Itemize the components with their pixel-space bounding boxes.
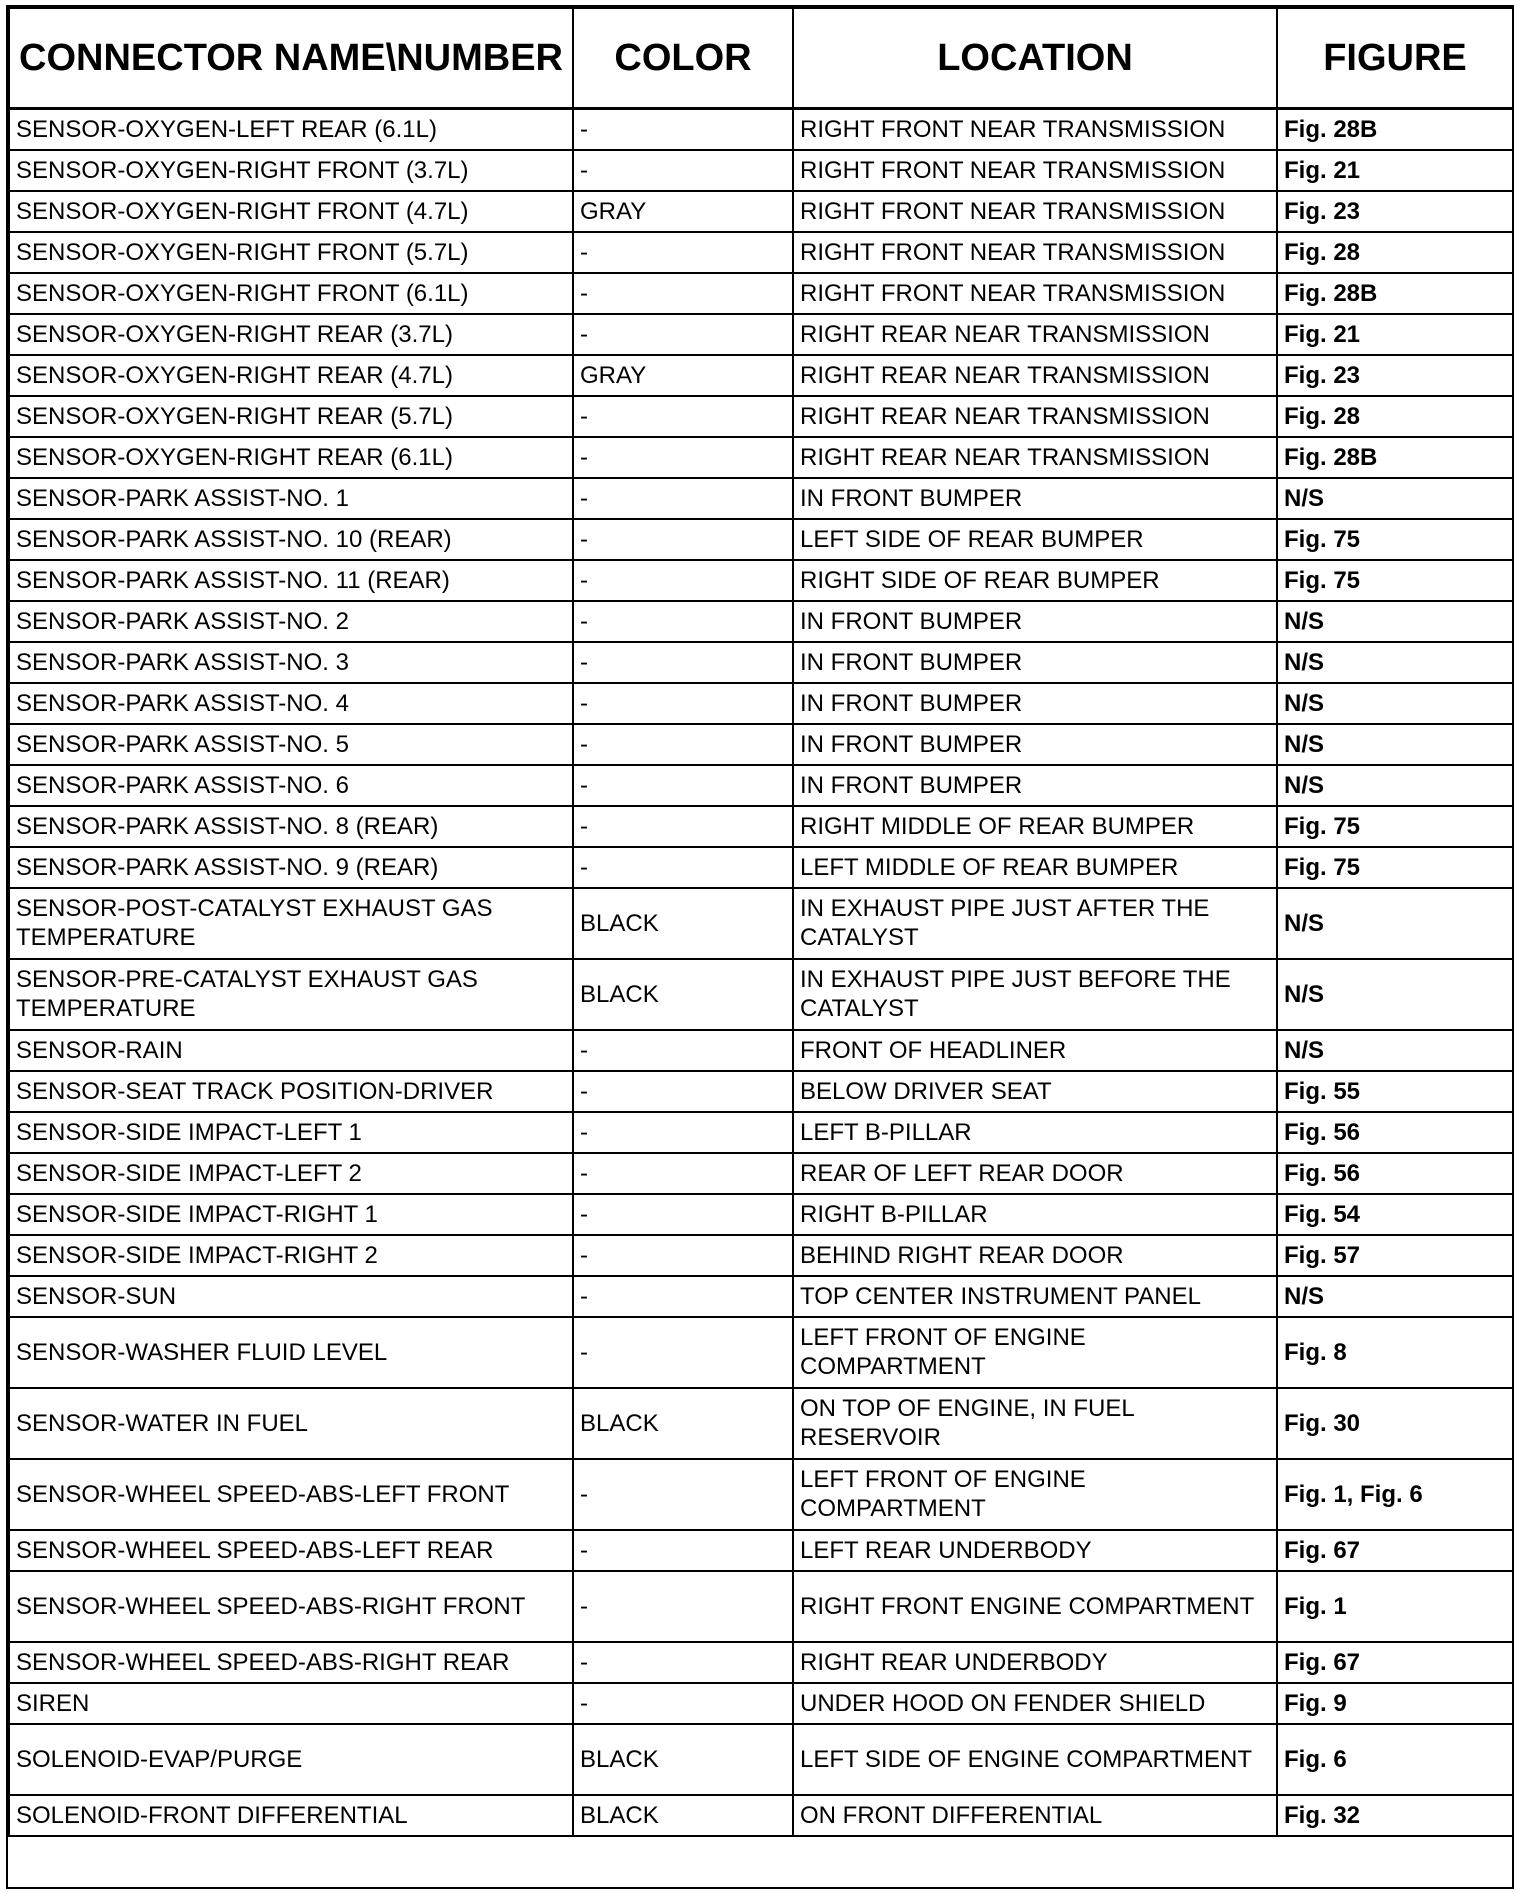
header-location: LOCATION [793, 8, 1277, 109]
table-row [9, 1724, 1513, 1795]
cell-figure: Fig. 28 [1277, 232, 1513, 273]
table-row [9, 683, 1513, 724]
cell-connector-name: SENSOR-PARK ASSIST-NO. 6 [9, 765, 573, 806]
table-row [9, 519, 1513, 560]
cell-figure: Fig. 30 [1277, 1388, 1513, 1459]
cell-location: RIGHT FRONT NEAR TRANSMISSION [793, 273, 1277, 314]
cell-color: BLACK [573, 1795, 793, 1836]
table-row [9, 1153, 1513, 1194]
cell-connector-name: SENSOR-PARK ASSIST-NO. 4 [9, 683, 573, 724]
cell-location: LEFT FRONT OF ENGINE COMPARTMENT [793, 1317, 1277, 1388]
cell-location: FRONT OF HEADLINER [793, 1030, 1277, 1071]
cell-figure: N/S [1277, 959, 1513, 1030]
cell-color: - [573, 560, 793, 601]
table-row [9, 1459, 1513, 1530]
cell-color: - [573, 437, 793, 478]
cell-location: RIGHT B-PILLAR [793, 1194, 1277, 1235]
cell-figure: Fig. 75 [1277, 806, 1513, 847]
cell-figure: Fig. 28B [1277, 273, 1513, 314]
cell-color: - [573, 1030, 793, 1071]
cell-connector-name: SENSOR-SUN [9, 1276, 573, 1317]
cell-location: RIGHT FRONT NEAR TRANSMISSION [793, 150, 1277, 191]
cell-location: RIGHT FRONT NEAR TRANSMISSION [793, 232, 1277, 273]
cell-connector-name: SENSOR-OXYGEN-RIGHT FRONT (3.7L) [9, 150, 573, 191]
table-row [9, 888, 1513, 959]
cell-color: - [573, 683, 793, 724]
cell-location: TOP CENTER INSTRUMENT PANEL [793, 1276, 1277, 1317]
table-row [9, 601, 1513, 642]
cell-figure: Fig. 75 [1277, 519, 1513, 560]
table-row [9, 847, 1513, 888]
table-row [9, 1530, 1513, 1571]
cell-figure: N/S [1277, 478, 1513, 519]
cell-color: - [573, 724, 793, 765]
cell-connector-name: SENSOR-OXYGEN-RIGHT REAR (4.7L) [9, 355, 573, 396]
cell-location: ON TOP OF ENGINE, IN FUEL RESERVOIR [793, 1388, 1277, 1459]
cell-location: LEFT REAR UNDERBODY [793, 1530, 1277, 1571]
cell-figure: N/S [1277, 1276, 1513, 1317]
cell-color: - [573, 1112, 793, 1153]
cell-location: IN EXHAUST PIPE JUST BEFORE THE CATALYST [793, 959, 1277, 1030]
cell-connector-name: SIREN [9, 1683, 573, 1724]
cell-location: IN EXHAUST PIPE JUST AFTER THE CATALYST [793, 888, 1277, 959]
cell-location: BEHIND RIGHT REAR DOOR [793, 1235, 1277, 1276]
table-row [9, 314, 1513, 355]
cell-figure: Fig. 6 [1277, 1724, 1513, 1795]
cell-location: IN FRONT BUMPER [793, 724, 1277, 765]
cell-location: RIGHT REAR NEAR TRANSMISSION [793, 355, 1277, 396]
table-row [9, 1388, 1513, 1459]
table-row [9, 1235, 1513, 1276]
cell-location: RIGHT FRONT ENGINE COMPARTMENT [793, 1571, 1277, 1642]
cell-connector-name: SENSOR-PARK ASSIST-NO. 8 (REAR) [9, 806, 573, 847]
cell-connector-name: SENSOR-PARK ASSIST-NO. 1 [9, 478, 573, 519]
cell-connector-name: SENSOR-WATER IN FUEL [9, 1388, 573, 1459]
table-row [9, 959, 1513, 1030]
cell-connector-name: SOLENOID-EVAP/PURGE [9, 1724, 573, 1795]
cell-connector-name: SENSOR-PARK ASSIST-NO. 9 (REAR) [9, 847, 573, 888]
cell-connector-name: SENSOR-PARK ASSIST-NO. 2 [9, 601, 573, 642]
cell-figure: Fig. 28B [1277, 437, 1513, 478]
cell-color: - [573, 478, 793, 519]
cell-connector-name: SENSOR-SIDE IMPACT-LEFT 2 [9, 1153, 573, 1194]
cell-figure: N/S [1277, 765, 1513, 806]
cell-figure: N/S [1277, 683, 1513, 724]
header-figure: FIGURE [1277, 8, 1513, 109]
header-connector-name: CONNECTOR NAME\NUMBER [9, 8, 573, 109]
cell-location: IN FRONT BUMPER [793, 683, 1277, 724]
cell-location: RIGHT REAR NEAR TRANSMISSION [793, 396, 1277, 437]
cell-location: ON FRONT DIFFERENTIAL [793, 1795, 1277, 1836]
cell-color: - [573, 1317, 793, 1388]
cell-figure: Fig. 1, Fig. 6 [1277, 1459, 1513, 1530]
cell-figure: Fig. 21 [1277, 314, 1513, 355]
cell-figure: Fig. 55 [1277, 1071, 1513, 1112]
cell-color: BLACK [573, 888, 793, 959]
table-row [9, 560, 1513, 601]
cell-figure: Fig. 1 [1277, 1571, 1513, 1642]
cell-location: LEFT FRONT OF ENGINE COMPARTMENT [793, 1459, 1277, 1530]
cell-connector-name: SENSOR-OXYGEN-RIGHT REAR (6.1L) [9, 437, 573, 478]
cell-figure: Fig. 57 [1277, 1235, 1513, 1276]
table-row [9, 1642, 1513, 1683]
cell-figure: Fig. 23 [1277, 191, 1513, 232]
cell-connector-name: SENSOR-PARK ASSIST-NO. 11 (REAR) [9, 560, 573, 601]
connector-location-table [8, 7, 1514, 1837]
cell-color: - [573, 847, 793, 888]
cell-connector-name: SENSOR-SEAT TRACK POSITION-DRIVER [9, 1071, 573, 1112]
cell-location: IN FRONT BUMPER [793, 601, 1277, 642]
cell-location: RIGHT REAR NEAR TRANSMISSION [793, 314, 1277, 355]
cell-figure: N/S [1277, 724, 1513, 765]
cell-color: - [573, 273, 793, 314]
cell-figure: Fig. 75 [1277, 847, 1513, 888]
cell-location: RIGHT MIDDLE OF REAR BUMPER [793, 806, 1277, 847]
cell-location: LEFT SIDE OF REAR BUMPER [793, 519, 1277, 560]
cell-connector-name: SENSOR-RAIN [9, 1030, 573, 1071]
cell-color: - [573, 150, 793, 191]
cell-connector-name: SOLENOID-FRONT DIFFERENTIAL [9, 1795, 573, 1836]
cell-connector-name: SENSOR-PARK ASSIST-NO. 10 (REAR) [9, 519, 573, 560]
cell-color: - [573, 1153, 793, 1194]
table-row [9, 1030, 1513, 1071]
cell-color: - [573, 1276, 793, 1317]
cell-connector-name: SENSOR-OXYGEN-RIGHT FRONT (4.7L) [9, 191, 573, 232]
cell-location: LEFT MIDDLE OF REAR BUMPER [793, 847, 1277, 888]
cell-color: - [573, 396, 793, 437]
cell-location: LEFT SIDE OF ENGINE COMPARTMENT [793, 1724, 1277, 1795]
cell-connector-name: SENSOR-SIDE IMPACT-LEFT 1 [9, 1112, 573, 1153]
table-row [9, 1112, 1513, 1153]
cell-connector-name: SENSOR-WASHER FLUID LEVEL [9, 1317, 573, 1388]
table-row [9, 396, 1513, 437]
cell-connector-name: SENSOR-SIDE IMPACT-RIGHT 1 [9, 1194, 573, 1235]
cell-color: GRAY [573, 191, 793, 232]
cell-connector-name: SENSOR-PARK ASSIST-NO. 3 [9, 642, 573, 683]
table-row [9, 806, 1513, 847]
cell-figure: Fig. 67 [1277, 1530, 1513, 1571]
cell-figure: N/S [1277, 888, 1513, 959]
cell-color: - [573, 1530, 793, 1571]
cell-figure: Fig. 21 [1277, 150, 1513, 191]
cell-color: BLACK [573, 1724, 793, 1795]
cell-location: IN FRONT BUMPER [793, 765, 1277, 806]
cell-connector-name: SENSOR-WHEEL SPEED-ABS-LEFT FRONT [9, 1459, 573, 1530]
cell-color: BLACK [573, 959, 793, 1030]
cell-figure: Fig. 32 [1277, 1795, 1513, 1836]
table-row [9, 642, 1513, 683]
cell-color: - [573, 1642, 793, 1683]
cell-connector-name: SENSOR-OXYGEN-LEFT REAR (6.1L) [9, 109, 573, 150]
table-row [9, 232, 1513, 273]
table-row [9, 355, 1513, 396]
table-row [9, 191, 1513, 232]
cell-location: RIGHT SIDE OF REAR BUMPER [793, 560, 1277, 601]
cell-connector-name: SENSOR-POST-CATALYST EXHAUST GAS TEMPERATURE [9, 888, 573, 959]
cell-figure: Fig. 28 [1277, 396, 1513, 437]
cell-connector-name: SENSOR-SIDE IMPACT-RIGHT 2 [9, 1235, 573, 1276]
cell-location: RIGHT REAR UNDERBODY [793, 1642, 1277, 1683]
cell-color: - [573, 806, 793, 847]
cell-figure: N/S [1277, 642, 1513, 683]
cell-location: LEFT B-PILLAR [793, 1112, 1277, 1153]
cell-figure: Fig. 8 [1277, 1317, 1513, 1388]
table-row [9, 1276, 1513, 1317]
cell-color: - [573, 232, 793, 273]
table-row [9, 150, 1513, 191]
cell-color: - [573, 1571, 793, 1642]
cell-color: BLACK [573, 1388, 793, 1459]
cell-color: - [573, 519, 793, 560]
table-row [9, 1194, 1513, 1235]
cell-color: - [573, 1194, 793, 1235]
cell-figure: Fig. 56 [1277, 1112, 1513, 1153]
table-row [9, 1683, 1513, 1724]
cell-figure: Fig. 75 [1277, 560, 1513, 601]
table-row [9, 1317, 1513, 1388]
cell-color: - [573, 314, 793, 355]
cell-color: - [573, 109, 793, 150]
cell-connector-name: SENSOR-OXYGEN-RIGHT FRONT (6.1L) [9, 273, 573, 314]
cell-figure: N/S [1277, 601, 1513, 642]
cell-color: - [573, 642, 793, 683]
cell-color: - [573, 1071, 793, 1112]
header-row [9, 8, 1513, 109]
cell-location: IN FRONT BUMPER [793, 642, 1277, 683]
cell-location: RIGHT FRONT NEAR TRANSMISSION [793, 191, 1277, 232]
cell-location: BELOW DRIVER SEAT [793, 1071, 1277, 1112]
cell-figure: Fig. 54 [1277, 1194, 1513, 1235]
cell-location: REAR OF LEFT REAR DOOR [793, 1153, 1277, 1194]
table-row [9, 765, 1513, 806]
cell-color: - [573, 601, 793, 642]
cell-connector-name: SENSOR-WHEEL SPEED-ABS-RIGHT FRONT [9, 1571, 573, 1642]
cell-figure: Fig. 56 [1277, 1153, 1513, 1194]
cell-location: IN FRONT BUMPER [793, 478, 1277, 519]
cell-connector-name: SENSOR-OXYGEN-RIGHT REAR (5.7L) [9, 396, 573, 437]
cell-connector-name: SENSOR-OXYGEN-RIGHT REAR (3.7L) [9, 314, 573, 355]
table-row [9, 478, 1513, 519]
cell-figure: Fig. 9 [1277, 1683, 1513, 1724]
cell-color: GRAY [573, 355, 793, 396]
cell-connector-name: SENSOR-WHEEL SPEED-ABS-RIGHT REAR [9, 1642, 573, 1683]
cell-figure: Fig. 67 [1277, 1642, 1513, 1683]
table-row [9, 1071, 1513, 1112]
cell-location: RIGHT FRONT NEAR TRANSMISSION [793, 109, 1277, 150]
cell-location: UNDER HOOD ON FENDER SHIELD [793, 1683, 1277, 1724]
cell-color: - [573, 1235, 793, 1276]
cell-connector-name: SENSOR-PARK ASSIST-NO. 5 [9, 724, 573, 765]
cell-figure: N/S [1277, 1030, 1513, 1071]
cell-color: - [573, 1683, 793, 1724]
cell-color: - [573, 1459, 793, 1530]
table-row [9, 724, 1513, 765]
cell-connector-name: SENSOR-OXYGEN-RIGHT FRONT (5.7L) [9, 232, 573, 273]
table-row [9, 1795, 1513, 1836]
cell-connector-name: SENSOR-PRE-CATALYST EXHAUST GAS TEMPERATURE [9, 959, 573, 1030]
cell-figure: Fig. 23 [1277, 355, 1513, 396]
cell-location: RIGHT REAR NEAR TRANSMISSION [793, 437, 1277, 478]
table-row [9, 1571, 1513, 1642]
cell-color: - [573, 765, 793, 806]
header-color: COLOR [573, 8, 793, 109]
table-row [9, 437, 1513, 478]
table-row [9, 109, 1513, 150]
cell-connector-name: SENSOR-WHEEL SPEED-ABS-LEFT REAR [9, 1530, 573, 1571]
table-row [9, 273, 1513, 314]
cell-figure: Fig. 28B [1277, 109, 1513, 150]
